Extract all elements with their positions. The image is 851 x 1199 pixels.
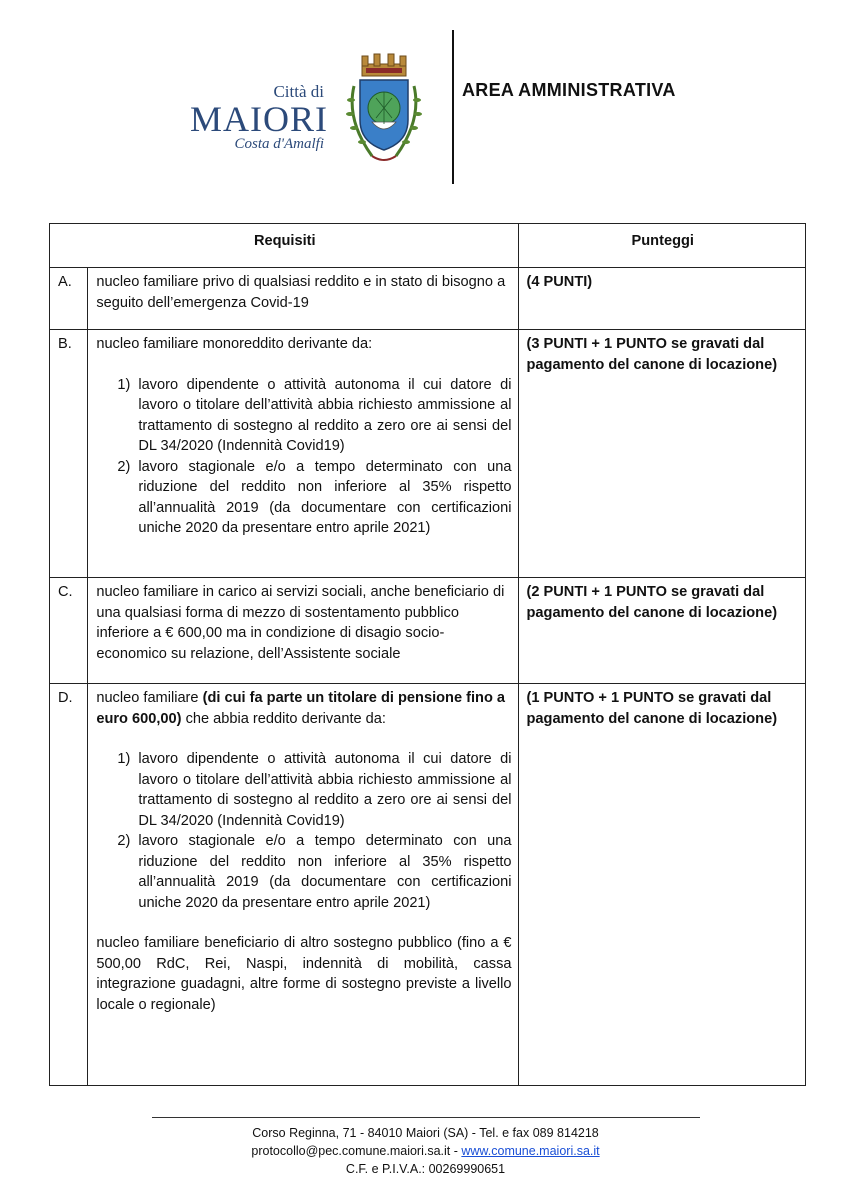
list-text: lavoro stagionale e/o a tempo determinato con una riduzione del reddito non inferiore al 35% rispetto all’annualità 2019 (da documentare con certificazioni uniche 2020 da presentare entro aprile 2021) (138, 833, 512, 911)
list-item (96, 457, 511, 539)
requirements-table (49, 223, 806, 1086)
intro-bold-text: (di cui fa parte un titolare di pensione fino a euro 600,00) (96, 690, 506, 727)
requirement-intro: nucleo familiare monoreddito derivante da: (96, 336, 373, 352)
sub-list (96, 375, 511, 539)
table-row (50, 684, 806, 1086)
list-number: 1) (117, 751, 131, 767)
table-row (50, 330, 806, 578)
requirement-intro (96, 688, 511, 729)
header-punteggi: Punteggi (518, 224, 806, 268)
sub-list (96, 749, 511, 913)
points-text: (2 PUNTI + 1 PUNTO se gravati dal pagamento del canone di locazione) (518, 578, 806, 684)
city-subtitle: Costa d'Amalfi (234, 136, 324, 152)
list-item (96, 375, 511, 457)
requirement-text: nucleo familiare in carico ai servizi sociali, anche beneficiario di una qualsiasi forma di mezzo di sostentamento pubblico inferiore a € 600,00 ma in condizione di disagio socio-economico su relazione, dell’Assistente sociale (88, 578, 518, 684)
intro-text-end: che abbia reddito derivante da: (181, 710, 386, 727)
requirement-outro: nucleo familiare beneficiario di altro sostegno pubblico (fino a € 500,00 RdC, Rei, Naspi, indennità di mobilità, cassa integrazione guadagni, altre forme di sostegno previste a livello locale o regionale) (96, 935, 512, 1013)
table-row (50, 268, 806, 330)
list-text: lavoro stagionale e/o a tempo determinato con una riduzione del reddito non inferiore al 35% rispetto all’annualità 2019 (da documentare con certificazioni uniche 2020 da presentare entro aprile 2021) (138, 458, 512, 536)
list-item (96, 831, 511, 913)
list-number: 2) (117, 833, 131, 849)
requirement-cell (88, 330, 518, 578)
list-item (96, 749, 511, 831)
header-divider (452, 30, 454, 184)
list-text: lavoro dipendente o attività autonoma il cui datore di lavoro o titolare dell’attività abbia richiesto ammissione al trattamento di sostegno al reddito a zero ore ai sensi del DL 34/2020 (Indennità Covid19) (138, 376, 512, 454)
footer-contacts (0, 1144, 851, 1158)
list-text: lavoro dipendente o attività autonoma il cui datore di lavoro o titolare dell’attività abbia richiesto ammissione al trattamento di sostegno al reddito a zero ore ai sensi del DL 34/2020 (Indennità Covid19) (138, 751, 512, 829)
page-header (0, 0, 851, 200)
footer-divider (152, 1117, 700, 1118)
footer-tax-id: C.F. e P.I.V.A.: 00269990651 (345, 1162, 506, 1176)
city-name: MAIORI (190, 99, 328, 139)
list-number: 1) (117, 376, 131, 393)
row-letter: A. (50, 268, 88, 330)
table-row (50, 578, 806, 684)
table-header-row (50, 224, 806, 268)
row-letter: D. (50, 684, 88, 1086)
website-link[interactable]: www.comune.maiori.sa.it (461, 1144, 600, 1158)
footer-pec: protocollo@pec.comune.maiori.sa.it - (251, 1144, 462, 1158)
points-text: (4 PUNTI) (518, 268, 806, 330)
area-title: AREA AMMINISTRATIVA (462, 80, 676, 100)
list-number: 2) (117, 458, 131, 475)
points-text: (3 PUNTI + 1 PUNTO se gravati dal pagamento del canone di locazione) (518, 330, 806, 578)
requirement-text: nucleo familiare privo di qualsiasi reddito e in stato di bisogno a seguito dell’emergenza Covid-19 (88, 268, 518, 330)
header-requisiti: Requisiti (50, 224, 519, 268)
row-letter: B. (50, 330, 88, 578)
requirement-cell (88, 684, 518, 1086)
coat-of-arms-icon (342, 50, 426, 168)
intro-text: nucleo familiare (96, 690, 203, 706)
footer-address: Corso Reginna, 71 - 84010 Maiori (SA) - Tel. e fax 089 814218 (252, 1126, 599, 1140)
city-prefix: Città di (273, 82, 324, 101)
row-letter: C. (50, 578, 88, 684)
points-text: (1 PUNTO + 1 PUNTO se gravati dal pagamento del canone di locazione) (518, 684, 806, 1086)
